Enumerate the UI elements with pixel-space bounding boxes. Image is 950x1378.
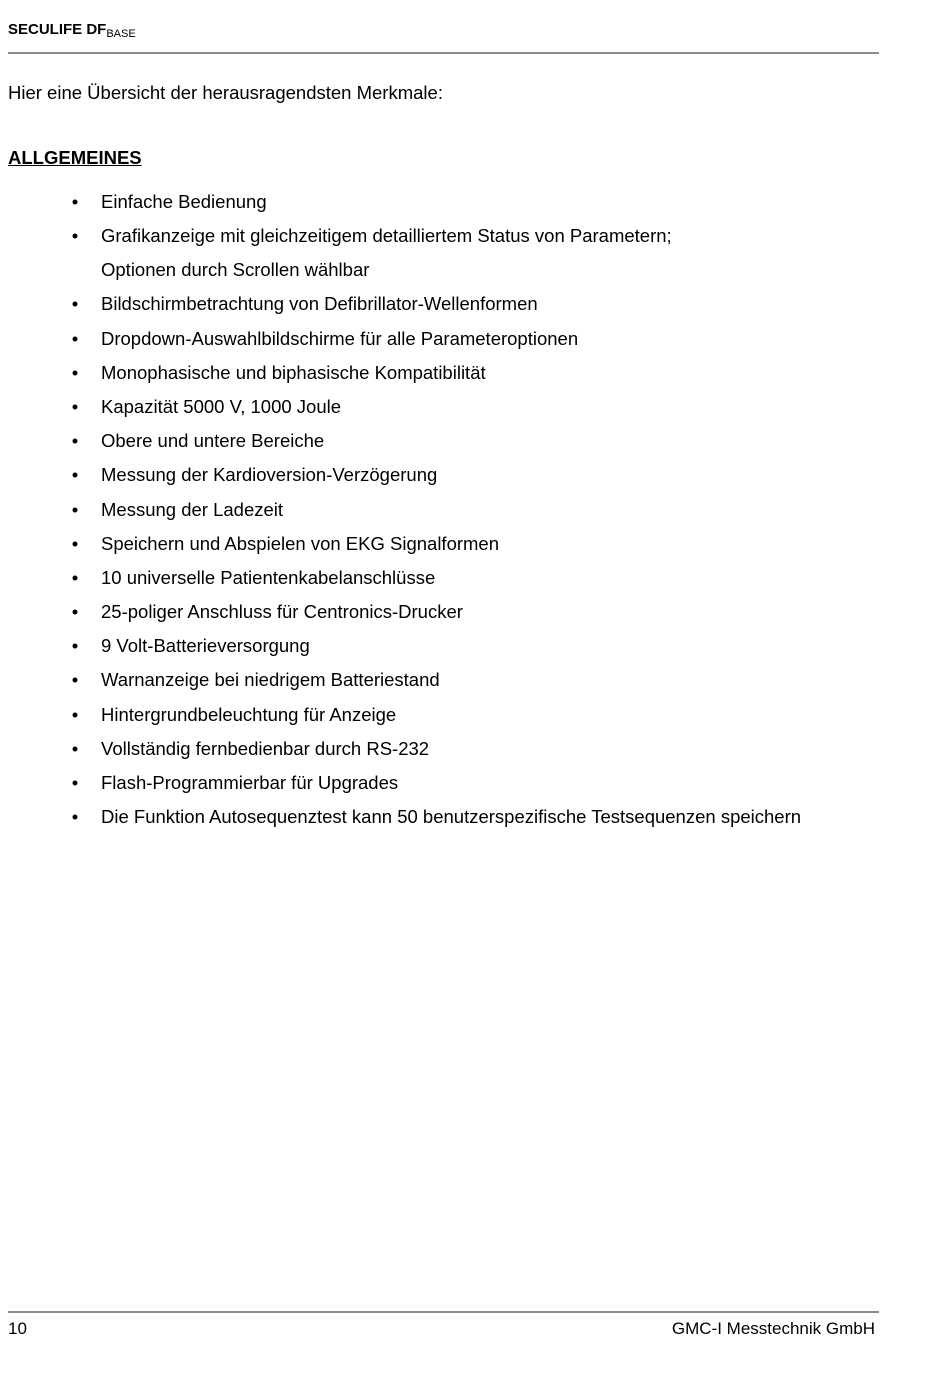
feature-text: Bildschirmbetrachtung von Defibrillator-Wellenformen [101,293,538,315]
feature-list-item [0,224,950,282]
bullet-icon: • [71,430,79,452]
feature-text: Speichern und Abspielen von EKG Signalformen [101,532,500,554]
bullet-icon: • [71,806,79,828]
feature-list-item [0,703,950,727]
feature-text: Kapazität 5000 V, 1000 Joule [101,395,342,417]
bullet-icon: • [71,635,79,657]
footer-divider [8,1311,879,1313]
feature-text: Messung der Kardioversion-Verzögerung [101,464,438,486]
feature-text: Warnanzeige bei niedrigem Batteriestand [101,669,440,691]
feature-list-item [0,395,950,419]
bullet-icon: • [71,464,79,486]
bullet-icon: • [71,703,79,725]
document-header [8,20,136,41]
feature-list-item [0,668,950,692]
bullet-icon: • [71,498,79,520]
bullet-icon: • [71,532,79,554]
feature-text: Hintergrundbeleuchtung für Anzeige [101,703,397,725]
feature-text: Die Funktion Autosequenztest kann 50 benutzerspezifische Testsequenzen speichern [101,806,802,828]
bullet-icon: • [71,772,79,793]
feature-text: Messung der Ladezeit [101,498,284,520]
feature-list-item [0,600,950,624]
feature-text: 25-poliger Anschluss für Centronics-Drucker [101,601,463,623]
feature-text: Einfache Bedienung [101,191,267,212]
product-title-subscript: BASE [106,28,136,40]
feature-list-item [0,634,950,658]
feature-list-item [0,463,950,487]
feature-text: 10 universelle Patientenkabelanschlüsse [101,566,436,588]
feature-list-item [0,805,950,829]
page-number: 10 [8,1319,27,1338]
bullet-icon: • [71,395,79,417]
feature-list-item [0,532,950,556]
feature-text: Grafikanzeige mit gleichzeitigem detailliertem Status von Parametern; [101,225,672,247]
feature-list-item [0,498,950,522]
section-heading: ALLGEMEINES [8,147,142,168]
bullet-icon: • [71,191,79,212]
bullet-icon: • [71,225,79,247]
feature-text: Obere und untere Bereiche [101,430,325,452]
company-name: GMC-I Messtechnik GmbH [671,1319,875,1338]
feature-text: Dropdown-Auswahlbildschirme für alle Parameteroptionen [101,327,579,349]
header-divider [8,52,879,54]
feature-list-item [0,566,950,590]
feature-text: Vollständig fernbedienbar durch RS-232 [101,737,430,759]
feature-list-item [0,771,950,795]
bullet-icon: • [71,601,79,623]
feature-list-item [0,429,950,453]
bullet-icon: • [71,293,79,315]
feature-text: Flash-Programmierbar für Upgrades [101,772,399,793]
bullet-icon: • [71,737,79,759]
bullet-icon: • [71,566,79,588]
feature-text: 9 Volt-Batterieversorgung [101,635,310,657]
product-title: SECULIFE DF [8,21,107,38]
bullet-icon: • [71,361,79,383]
feature-list-item [0,361,950,385]
feature-list [0,190,950,839]
bullet-icon: • [71,327,79,349]
intro-paragraph: Hier eine Übersicht der herausragendsten Merkmale: [8,82,443,103]
bullet-icon: • [71,669,79,691]
feature-list-item [0,327,950,351]
feature-list-item [0,190,950,214]
feature-text: Monophasische und biphasische Kompatibilität [101,361,486,383]
feature-text: Optionen durch Scrollen wählbar [101,259,370,281]
feature-list-item [0,292,950,316]
feature-list-item [0,737,950,761]
